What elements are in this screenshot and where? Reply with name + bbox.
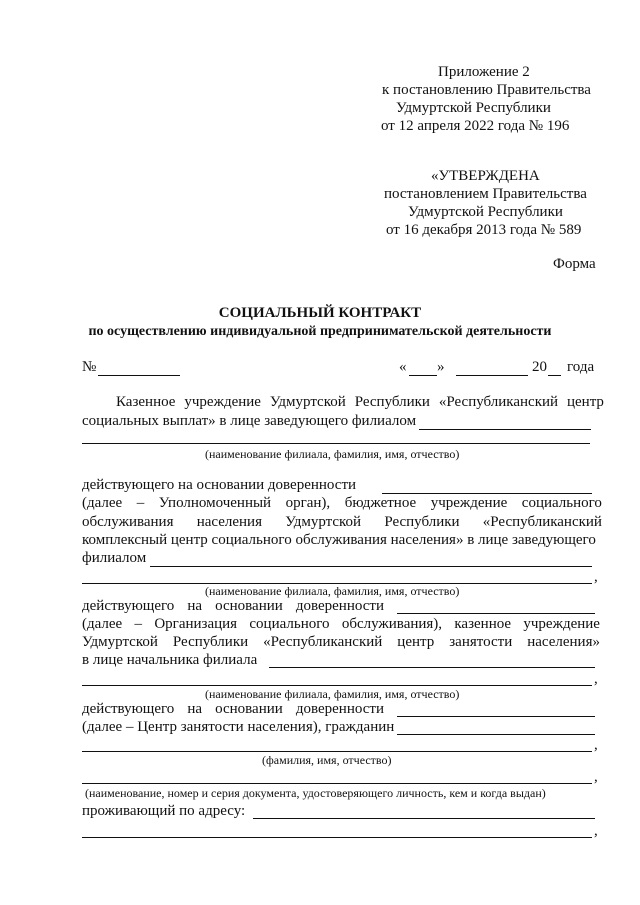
comma-4: ,	[594, 769, 598, 785]
word: действующего	[82, 598, 175, 614]
word: Удмуртской	[82, 634, 158, 650]
word: действующего	[82, 701, 175, 717]
branch-head-blank-3	[150, 566, 592, 567]
address-label: проживающий по адресу:	[82, 803, 246, 819]
word: Республики	[354, 394, 430, 410]
date-open-quote: «	[399, 359, 407, 375]
caption-branch-1: (наименование филиала, фамилия, имя, отчество)	[205, 447, 460, 461]
word: бюджетное	[344, 495, 417, 511]
word: на	[187, 701, 203, 717]
word: доверенности	[295, 701, 384, 717]
word: основании	[215, 598, 283, 614]
paragraph-3-line-1	[82, 598, 384, 615]
poa-blank-2	[397, 613, 595, 614]
identity-document-blank	[82, 783, 592, 784]
appendix-line-1: Приложение 2	[438, 64, 530, 80]
appendix-line-2: к постановлению Правительства	[382, 82, 591, 98]
paragraph-2-line-1: действующего на основании доверенности	[82, 477, 357, 493]
word: учреждение	[430, 495, 508, 511]
paragraph-1-line-2: социальных выплат» в лице заведующего филиалом	[82, 413, 417, 429]
branch-head-blank-5	[269, 667, 595, 668]
word: Организация	[154, 616, 238, 632]
caption-person: (фамилия, имя, отчество)	[262, 753, 392, 767]
caption-branch-2: (наименование филиала, фамилия, имя, отчество)	[205, 584, 460, 598]
date-day-blank	[409, 375, 437, 376]
word: социального	[249, 616, 330, 632]
word: «Республиканский	[263, 634, 383, 650]
poa-blank-1	[382, 493, 592, 494]
approved-line-2: постановлением Правительства	[384, 186, 587, 202]
poa-blank-3	[397, 716, 595, 717]
approved-line-1: «УТВЕРЖДЕНА	[431, 168, 540, 184]
word: на	[187, 598, 203, 614]
word: социального	[521, 495, 602, 511]
contract-number-label: №	[82, 359, 97, 375]
paragraph-2-line-5: филиалом	[82, 550, 147, 566]
paragraph-1-line-1	[116, 394, 604, 411]
word: населения	[196, 514, 262, 530]
page-subtitle: по осуществлению индивидуальной предпринимательской деятельности	[88, 324, 552, 339]
word: (далее	[82, 616, 123, 632]
word: Удмуртской	[269, 394, 346, 410]
word: обслуживания	[82, 514, 174, 530]
word: «Республиканский	[482, 514, 602, 530]
citizen-name-blank-1	[397, 734, 595, 735]
word: орган),	[285, 495, 331, 511]
form-label: Форма	[553, 256, 596, 272]
paragraph-2-line-2	[82, 495, 602, 512]
paragraph-3-line-3	[82, 634, 600, 651]
word: Уполномоченный	[158, 495, 272, 511]
page-title: СОЦИАЛЬНЫЙ КОНТРАКТ	[218, 305, 422, 321]
word: занятости	[449, 634, 513, 650]
comma-2: ,	[594, 671, 598, 687]
appendix-line-3: Удмуртской Республики	[396, 100, 551, 116]
word: центр	[566, 394, 604, 410]
date-close-quote: »	[437, 359, 445, 375]
word: –	[134, 616, 143, 632]
paragraph-4-line-2: (далее – Центр занятости населения), гражданин	[82, 719, 395, 735]
word: населения»	[527, 634, 600, 650]
paragraph-3-line-2	[82, 616, 600, 633]
word: учреждение	[523, 616, 600, 632]
branch-head-blank-2	[82, 443, 590, 444]
word: Республики	[172, 634, 249, 650]
comma-1: ,	[594, 569, 598, 585]
date-year-prefix: 20	[532, 359, 547, 375]
caption-branch-3: (наименование филиала, фамилия, имя, отчество)	[205, 687, 460, 701]
word: «Республиканский	[438, 394, 559, 410]
paragraph-3-line-4: в лице начальника филиала	[82, 652, 258, 668]
citizen-name-blank-2	[82, 751, 592, 752]
branch-head-blank-6	[82, 685, 592, 686]
address-blank-2	[82, 837, 592, 838]
contract-number-blank	[98, 375, 180, 376]
word: Удмуртской	[285, 514, 362, 530]
date-year-suffix: года	[567, 359, 595, 375]
date-year-blank	[548, 375, 561, 376]
word: Казенное	[116, 394, 176, 410]
paragraph-2-line-4: комплексный центр социального обслуживания населения» в лице заведующего	[82, 532, 596, 548]
word: Республики	[384, 514, 460, 530]
address-blank-1	[253, 818, 595, 819]
appendix-line-4: от 12 апреля 2022 года № 196	[381, 118, 570, 134]
approved-line-4: от 16 декабря 2013 года № 589	[386, 222, 582, 238]
branch-head-blank-1	[419, 429, 591, 430]
word: казенное	[454, 616, 512, 632]
word: доверенности	[295, 598, 384, 614]
caption-document: (наименование, номер и серия документа, удостоверяющего личность, кем и когда выдан)	[85, 786, 546, 800]
date-month-blank	[456, 375, 528, 376]
word: основании	[215, 701, 283, 717]
comma-3: ,	[594, 737, 598, 753]
word: учреждение	[184, 394, 261, 410]
paragraph-2-line-3	[82, 514, 602, 531]
word: обслуживания),	[341, 616, 443, 632]
paragraph-4-line-1	[82, 701, 384, 718]
approved-line-3: Удмуртской Республики	[408, 204, 563, 220]
comma-5: ,	[594, 823, 598, 839]
word: центр	[397, 634, 435, 650]
word: (далее	[82, 495, 123, 511]
word: –	[136, 495, 145, 511]
